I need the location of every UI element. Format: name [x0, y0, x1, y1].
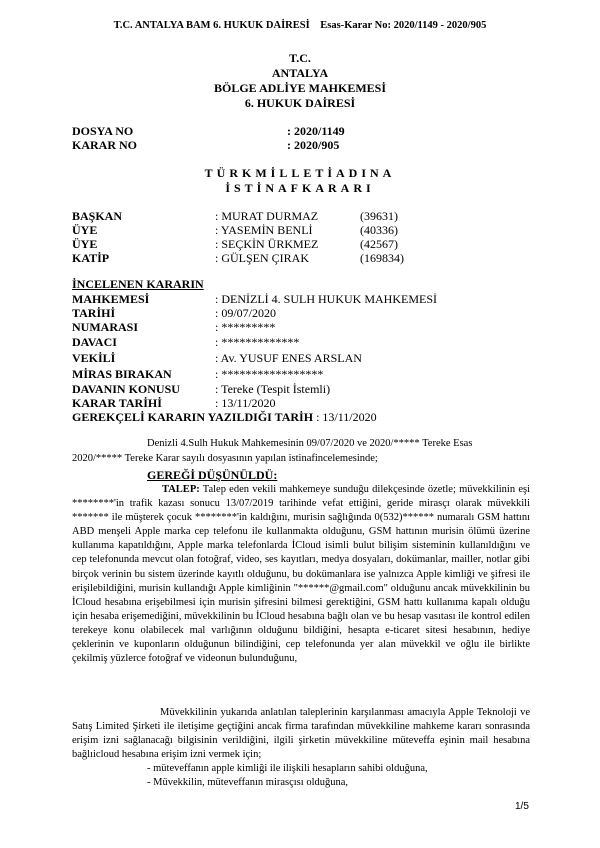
panel-number: (42567): [360, 237, 398, 251]
decree-line: İSTİNAFKARARI: [225, 181, 375, 195]
court-line: T.C.: [289, 51, 311, 65]
reasoned-date-row: [72, 410, 377, 425]
talep-label: TALEP:: [162, 484, 200, 495]
intro-line: Denizli 4.Sulh Hukuk Mahkemesinin 09/07/2020 ve 2020/***** Tereke Esas: [147, 438, 473, 449]
panel-name: : MURAT DURMAZ: [215, 209, 319, 223]
panel-name: : SEÇKİN ÜRKMEZ: [215, 237, 319, 251]
panel-role: KATİP: [72, 251, 110, 265]
reasoned-label: GEREKÇELİ KARARIN YAZILDIĞI TARİH: [72, 410, 314, 424]
reviewed-label: DAVANIN KONUSU: [72, 382, 180, 396]
court-title: [0, 51, 600, 111]
panel-role: BAŞKAN: [72, 209, 123, 223]
reviewed-label: DAVACI: [72, 335, 117, 349]
dosya-value: : 2020/1149: [287, 124, 345, 138]
panel-role: ÜYE: [72, 237, 98, 251]
reasoned-value: : 13/11/2020: [313, 410, 377, 424]
header-case-ref: Esas-Karar No: 2020/1149 - 2020/905: [320, 20, 487, 31]
reviewed-value: : 13/11/2020: [215, 396, 276, 410]
panel-number: (169834): [360, 251, 404, 265]
panel-name: : YASEMİN BENLİ: [215, 223, 313, 237]
decree-heading: [0, 166, 600, 196]
list-item: - Müvekkilin, müteveffanın mirasçısı olduğuna,: [147, 777, 349, 788]
talep-paragraph: [72, 483, 530, 666]
reviewed-label: MAHKEMESİ: [72, 292, 150, 306]
reviewed-label: NUMARASI: [72, 320, 138, 334]
list-item: - müteveffanın apple kimliği ile ilişkili hesapların sahibi olduğuna,: [147, 763, 428, 774]
reviewed-title: İNCELENEN KARARIN: [72, 277, 204, 291]
panel-role: ÜYE: [72, 223, 98, 237]
running-header: [0, 20, 600, 31]
paragraph: Müvekkilinin yukarıda anlatılan taleplerinin karşılanması amacıyla Apple Teknoloji ve Satış Limited Şirketi ile iletişime geçtiğini ancak firma tarafından müvekkiline mahkeme kararı sonrasında erişim izni sağlanacağı bilgisinin verildiğini, ilgili şirketin müvekkiline müteveffa eşinin mail hesabına bağlıicloud hesabına erişim izni vermek için;: [72, 707, 530, 761]
reviewed-value: : Tereke (Tespit İstemli): [215, 382, 331, 396]
decision-heading: GEREĞİ DÜŞÜNÜLDÜ:: [147, 468, 278, 482]
reviewed-label: TARİHİ: [72, 306, 116, 320]
panel-number: (40336): [360, 223, 398, 237]
decree-line: TÜRKMİLLETİADINA: [204, 166, 396, 180]
reviewed-value: : *********: [215, 320, 276, 334]
dosya-label: DOSYA NO: [72, 124, 134, 138]
karar-value: : 2020/905: [287, 138, 340, 152]
intro-line: 2020/***** Tereke Karar sayılı dosyasının yapılan istinafincelemesinde;: [72, 453, 378, 464]
panel-number: (39631): [360, 209, 398, 223]
court-line: BÖLGE ADLİYE MAHKEMESİ: [213, 81, 387, 95]
court-line: 6. HUKUK DAİRESİ: [244, 96, 356, 110]
panel-name: : GÜLŞEN ÇIRAK: [215, 251, 310, 265]
reviewed-value: : Av. YUSUF ENES ARSLAN: [215, 351, 362, 365]
reviewed-label: MİRAS BIRAKAN: [72, 367, 172, 381]
talep-text: Talep eden vekili mahkemeye sunduğu dilekçesinde özetle; müvekkilinin eşi ********'in trafik kazası sonucu 13/07/2019 tarihinde vefat ettiğini, geride mirasçı olarak müvekkili ******* ile müşterek çocuk ********'in kaldığını, murisin sağlığında 0(532)****** numaralı GSM hattını ABD menşeli Apple marka cep telefonu ile kullanmakta olduğunu, GSM hattının murisin ölümü üzerine kullanıma kapatıldığını, Apple marka telefonlarda İCloud isimli bulut bilişim sisteminin kullanıldığını ve cep telefonunda mevcut olan fotoğraf, video, ses kayıtları, medya dosyaları, dokümanlar, mailler, notlar gibi birçok verinin bu sistem üzerinde kayıtlı olduğunu, bu dokümanlara ise yalnızca Apple kimliği ve şifresi ile erişilebildiğini, murisin kullandığı Apple kimliğinin "******@gmail.com" olduğunu ancak müvekkilinin bu İCloud hesabına erişebilmesi için murisin şifresini bilmesi gerektiğini, GSM hattı kullanıma kapalı olduğu için hesaba erişemediğini, müvekkilinin bu İCloud hesabına bağlı olan ve bu hesap vasıtası ile kontrol edilen terekeye konu olabilecek mal varlığının olduğunu bildiğini, hesapta e-ticaret sitesi hesabının, hediye çeklerinin ve kuponların olduğunun bilindiğini, cep telefonunda yer alan müvekkil ve oğlu ile birlikte çekilmiş yüzlerce fotoğraf ve videonun bulunduğunu,: [72, 484, 530, 665]
reviewed-value: : *****************: [215, 367, 324, 381]
header-office: T.C. ANTALYA BAM 6. HUKUK DAİRESİ: [113, 20, 310, 31]
page-number: 1/5: [515, 801, 529, 812]
court-line: ANTALYA: [271, 66, 329, 80]
reviewed-value: : DENİZLİ 4. SULH HUKUK MAHKEMESİ: [215, 292, 437, 306]
karar-label: KARAR NO: [72, 138, 137, 152]
reviewed-value: : 09/07/2020: [215, 306, 277, 320]
reviewed-value: : *************: [215, 335, 300, 349]
reviewed-label: VEKİLİ: [72, 351, 116, 365]
reviewed-label: KARAR TARİHİ: [72, 396, 162, 410]
